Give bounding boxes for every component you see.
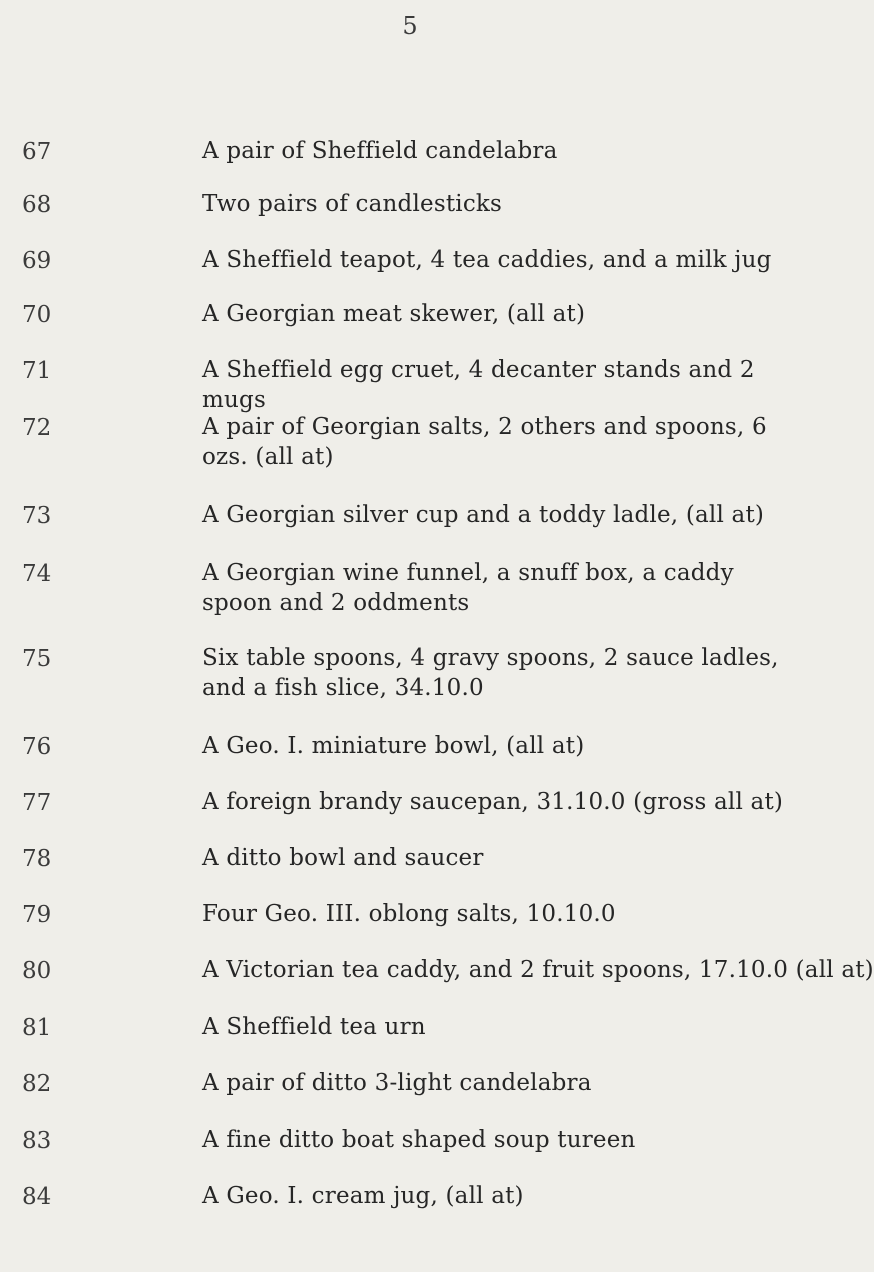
lot-description: A Georgian silver cup and a toddy ladle, (all at) [202,502,765,528]
lot-description: A Georgian meat skewer, (all at) [202,301,586,327]
lot-number: 81 [22,1015,52,1041]
lot-description: A pair of ditto 3-light candelabra [202,1070,592,1096]
lot-description: Six table spoons, 4 gravy spoons, 2 sauce ladles, and a fish slice, 34.10.0 [202,645,779,701]
lot-description: A fine ditto boat shaped soup tureen [202,1127,636,1153]
lot-description: A Geo. I. cream jug, (all at) [202,1183,524,1209]
lot-description: A pair of Georgian salts, 2 others and spoons, 6 ozs. (all at) [202,414,767,470]
lot-description: A Sheffield tea urn [202,1014,426,1040]
lot-description: A Victorian tea caddy, and 2 fruit spoons, 17.10.0 (all at) [202,957,874,983]
lot-number: 68 [22,192,52,218]
page-number: 5 [402,12,418,40]
lot-description: Four Geo. III. oblong salts, 10.10.0 [202,901,616,927]
lot-number: 83 [22,1128,52,1154]
lot-number: 79 [22,902,52,928]
lot-number: 67 [22,139,52,165]
lot-number: 77 [22,790,52,816]
lot-number: 74 [22,561,52,587]
lot-number: 80 [22,958,52,984]
lot-number: 75 [22,646,52,672]
lot-number: 73 [22,503,52,529]
lot-description: A Sheffield teapot, 4 tea caddies, and a milk jug [202,247,772,273]
lot-number: 72 [22,415,52,441]
lot-description: A Sheffield egg cruet, 4 decanter stands and 2 mugs [202,357,755,413]
lot-number: 78 [22,846,52,872]
lot-description: A ditto bowl and saucer [202,845,484,871]
lot-description: A Georgian wine funnel, a snuff box, a caddy spoon and 2 oddments [202,560,734,616]
lot-number: 70 [22,302,52,328]
lot-number: 76 [22,734,52,760]
lot-number: 69 [22,248,52,274]
lot-number: 84 [22,1184,52,1210]
lot-description: A foreign brandy saucepan, 31.10.0 (gross all at) [202,789,784,815]
lot-description: A pair of Sheffield candelabra [202,138,558,164]
lot-description: Two pairs of candlesticks [202,191,503,217]
lot-number: 71 [22,358,52,384]
lot-number: 82 [22,1071,52,1097]
lot-description: A Geo. I. miniature bowl, (all at) [202,733,585,759]
